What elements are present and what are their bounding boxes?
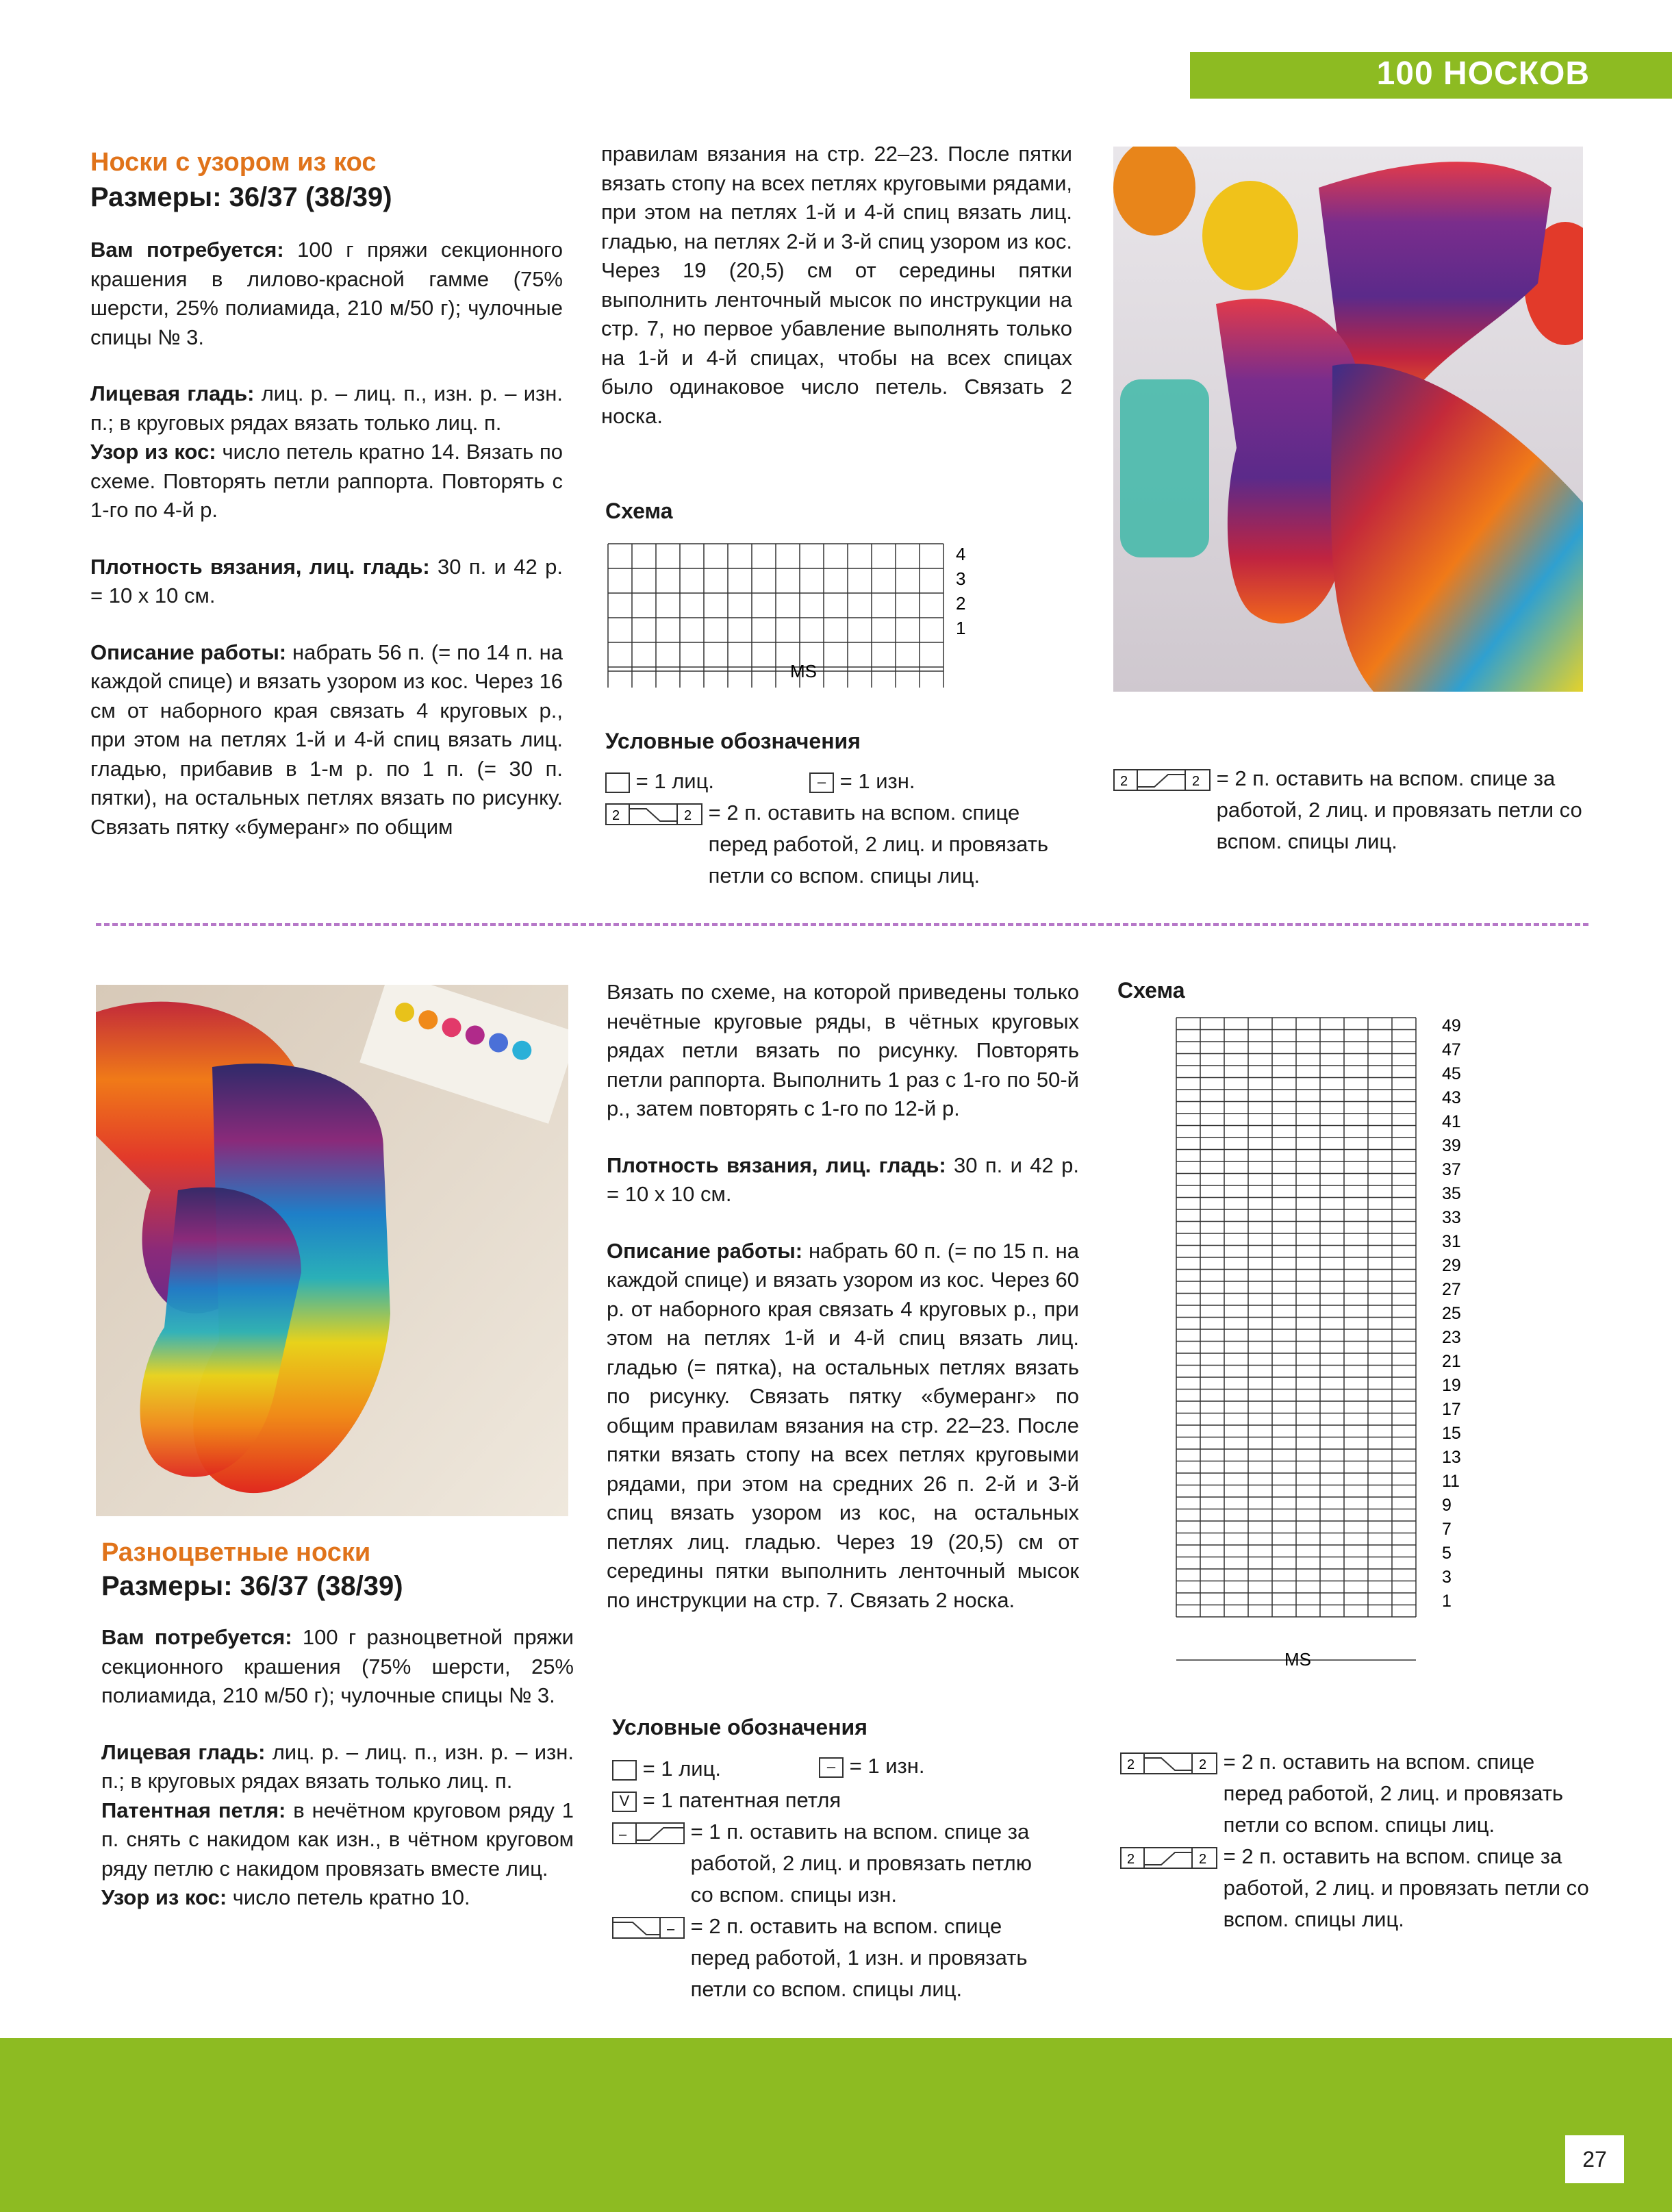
- chart2-row-number: 37: [1442, 1160, 1461, 1179]
- legend2-cable-front: 2 2 = 2 п. оставить на вспом. спице перед работой, 2 лиц. и провязать петли со вспом. спицы лиц.: [1120, 1746, 1613, 1841]
- legend1-knit: = 1 лиц.: [605, 766, 714, 797]
- chart1-row-2: 2: [956, 593, 966, 614]
- article1-needs: Вам потребуется: 100 г пряжи секционного крашения в лилово-красной гамме (75% шерсти, 25% полиамида, 210 м/50 г); чулочные спицы № 3.: [90, 238, 563, 349]
- article2-title: Разноцветные носки: [101, 1538, 371, 1567]
- chart2-row-number: 17: [1442, 1400, 1461, 1419]
- chart2-row-number: 23: [1442, 1328, 1461, 1347]
- article2-legend-title: Условные обозначения: [612, 1715, 867, 1739]
- legend1-cable-back: 2 2 = 2 п. оставить на вспом. спице за работой, 2 лиц. и провязать петли со вспом. спицы лиц.: [1113, 763, 1606, 857]
- chart2-row-number: 45: [1442, 1064, 1461, 1083]
- chart2-row-number: 29: [1442, 1256, 1461, 1275]
- chart2-row-number: 49: [1442, 1016, 1461, 1035]
- article2-gauge: Плотность вязания, лиц. гладь: 30 п. и 42 р. = 10 х 10 см.: [607, 1153, 1079, 1206]
- chart2-row-number: 43: [1442, 1088, 1461, 1107]
- chart2-row-number: 33: [1442, 1208, 1461, 1227]
- photo1-illustration: [1113, 147, 1583, 692]
- article1-continued: правилам вязания на стр. 22–23. После пятки вязать стопу на всех петлях круговыми рядами, при этом на петлях 1-й и 4-й спиц вязать лиц. гладью, на петлях 2-й и 3-й спиц узором из кос. Через 19 (20,5) см от середины пятки выполнить ленточный мысок по инструкции на стр. 7, но первое убавление выполнять только на 1-й и 4-й спицах, чтобы на всех спицах было одинаковое число петель. Связать 2 носка.: [601, 142, 1072, 428]
- cross-front-purl-icon: [612, 1917, 685, 1939]
- svg-text:–: –: [619, 1826, 627, 1842]
- patent-stitch-icon: V: [612, 1792, 637, 1812]
- photo-purple-red-socks: [1113, 147, 1583, 692]
- article1-title: Носки с узором из кос: [90, 148, 377, 177]
- chart2-ms-label: MS: [1284, 1649, 1311, 1670]
- article1-legend-title: Условные обозначения: [605, 729, 861, 753]
- article2-cable-chart: [1123, 1011, 1479, 1681]
- article1-cable-chart: [605, 537, 989, 688]
- legend1-purl: – = 1 изн.: [809, 766, 915, 797]
- svg-text:2: 2: [1127, 1757, 1135, 1772]
- chart2-row-number: 47: [1442, 1040, 1461, 1059]
- article1-schema-title: Схема: [605, 499, 673, 523]
- cable-front-icon: [1120, 1752, 1217, 1774]
- chart2-row-number: 3: [1442, 1568, 1452, 1587]
- article2-column-middle: [607, 978, 1079, 1615]
- legend2-patent: V = 1 патентная петля: [612, 1785, 841, 1816]
- purl-symbol-icon: –: [809, 772, 834, 793]
- article1-column-middle: [601, 140, 1072, 431]
- chart2-row-number: 15: [1442, 1424, 1461, 1443]
- cross-back-purl-icon: [612, 1822, 685, 1844]
- knit-symbol-icon: [605, 772, 630, 793]
- article2-sizes: Размеры: 36/37 (38/39): [101, 1571, 403, 1601]
- chart2-row-number: 19: [1442, 1376, 1461, 1395]
- chart1-grid: [608, 544, 943, 688]
- article2-description: Описание работы: набрать 60 п. (= по 15 п. на каждой спице) и вязать узором из кос. Через 60 р. от наборного края связать 4 круговых р., при этом на петлях 1-й и 4-й спиц вязать лиц. гладью (= пятка), на остальных петлях вязать по рисунку. Связать пятку «бумеранг» по общим правилам вязания на стр. 22–23. После пятки вязать стопу на всех петлях круговыми рядами, при этом на средних 26 п. 2-й и 3-й спиц вязать узором из кос, на остальных петлях лиц. гладью. Через 19 (20,5) см от середины пятки выполнить ленточный мысок по инструкции на стр. 7. Связать 2 носка.: [607, 1238, 1079, 1612]
- svg-text:2: 2: [1192, 773, 1200, 789]
- chart1-row-3: 3: [956, 568, 966, 589]
- article1-gauge: Плотность вязания, лиц. гладь: 30 п. и 42 р. = 10 х 10 см.: [90, 554, 563, 607]
- photo2-illustration: [96, 985, 568, 1516]
- article2-schema-title: Схема: [1117, 978, 1185, 1003]
- article2-patent: Патентная петля: в нечётном круговом ряду 1 п. снять с накидом как изн., в чётном круговом ряду петлю с накидом провязать вместе лиц.: [101, 1798, 574, 1881]
- chart1-row-1: 1: [956, 618, 966, 638]
- article2-cable: Узор из кос: число петель кратно 10.: [101, 1885, 470, 1909]
- header-title: 100 НОСКОВ: [1376, 55, 1590, 92]
- chart2-row-number: 13: [1442, 1448, 1461, 1467]
- cable-front-icon: [605, 803, 702, 825]
- article1-sizes: Размеры: 36/37 (38/39): [90, 182, 392, 212]
- photo-rainbow-socks: [96, 985, 568, 1516]
- legend2-knit: = 1 лиц.: [612, 1753, 721, 1785]
- article1-stockinette: Лицевая гладь: лиц. р. – лиц. п., изн. р. – изн. п.; в круговых рядах вязать только лиц. п.: [90, 381, 563, 435]
- purl-symbol-icon: –: [819, 1757, 844, 1778]
- footer-bar: [0, 2038, 1672, 2212]
- article2-scheme-text: Вязать по схеме, на которой приведены только нечётные круговые ряды, в чётных круговых рядах петли вязать по рисунку. Повторять петли раппорта. Выполнить 1 раз с 1-го по 50-й р., затем повторять с 1-го по 12-й р.: [607, 980, 1079, 1120]
- legend2-purl: – = 1 изн.: [819, 1750, 924, 1782]
- chart1-row-4: 4: [956, 544, 966, 564]
- article2-stockinette: Лицевая гладь: лиц. р. – лиц. п., изн. р. – изн. п.; в круговых рядах вязать только лиц. п.: [101, 1739, 574, 1793]
- chart2-row-number: 25: [1442, 1304, 1461, 1323]
- article1-column-left: [90, 236, 563, 842]
- knit-symbol-icon: [612, 1760, 637, 1781]
- svg-text:2: 2: [1127, 1851, 1135, 1867]
- chart1-ms-label: MS: [790, 661, 817, 681]
- legend2-cable-back: 2 2 = 2 п. оставить на вспом. спице за работой, 2 лиц. и провязать петли со вспом. спицы лиц.: [1120, 1841, 1613, 1935]
- chart2-row-number: 27: [1442, 1280, 1461, 1299]
- chart2-row-number: 7: [1442, 1520, 1452, 1539]
- chart2-row-number: 35: [1442, 1184, 1461, 1203]
- chart2-row-number: 41: [1442, 1112, 1461, 1131]
- svg-text:2: 2: [1199, 1757, 1207, 1772]
- cable-back-icon: [1113, 769, 1211, 791]
- legend2-cross1: – = 1 п. оставить на вспом. спице за работой, 2 лиц. и провязать петлю со вспом. спицы изн.: [612, 1816, 1105, 1911]
- legend2-cross2: – = 2 п. оставить на вспом. спице перед работой, 1 изн. и провязать петли со вспом. спицы лиц.: [612, 1911, 1105, 2005]
- article1-description: Описание работы: набрать 56 п. (= по 14 п. на каждой спице) и вязать узором из кос. Через 16 см от наборного края связать 4 круговых р., при этом на петлях 1-й и 4-й спиц вязать лиц. гладью, прибавив в 1-м р. по 1 п. (= 30 п. пятки), на остальных петлях вязать по рисунку. Связать пятку «бумеранг» по общим: [90, 640, 563, 839]
- chart2-row-numbers: [1442, 1016, 1461, 1611]
- chart2-row-number: 9: [1442, 1496, 1452, 1515]
- chart2-row-number: 1: [1442, 1592, 1452, 1611]
- chart2-row-number: 21: [1442, 1352, 1461, 1371]
- cable-back-icon: [1120, 1847, 1217, 1869]
- svg-text:2: 2: [1120, 773, 1128, 789]
- chart2-row-number: 11: [1442, 1472, 1460, 1491]
- svg-text:–: –: [667, 1921, 675, 1937]
- article2-needs: Вам потребуется: 100 г разноцветной пряжи секционного крашения (75% шерсти, 25% полиамида, 210 м/50 г); чулочные спицы № 3.: [101, 1625, 574, 1707]
- page-number: 27: [1565, 2135, 1624, 2183]
- chart2-grid: [1176, 1018, 1416, 1660]
- svg-text:2: 2: [1199, 1851, 1207, 1867]
- article1-cable: Узор из кос: число петель кратно 14. Вязать по схеме. Повторять петли раппорта. Повторять с 1-го по 4-й р.: [90, 440, 563, 522]
- article2-column-left: [101, 1623, 574, 1913]
- svg-text:2: 2: [684, 807, 692, 823]
- svg-text:2: 2: [612, 807, 620, 823]
- chart2-row-number: 31: [1442, 1232, 1461, 1251]
- legend1-cable-front: 2 2 = 2 п. оставить на вспом. спице перед работой, 2 лиц. и провязать петли со вспом. спицы лиц.: [605, 797, 1098, 892]
- chart2-row-number: 5: [1442, 1544, 1452, 1563]
- chart2-row-number: 39: [1442, 1136, 1461, 1155]
- section-divider: [96, 923, 1588, 926]
